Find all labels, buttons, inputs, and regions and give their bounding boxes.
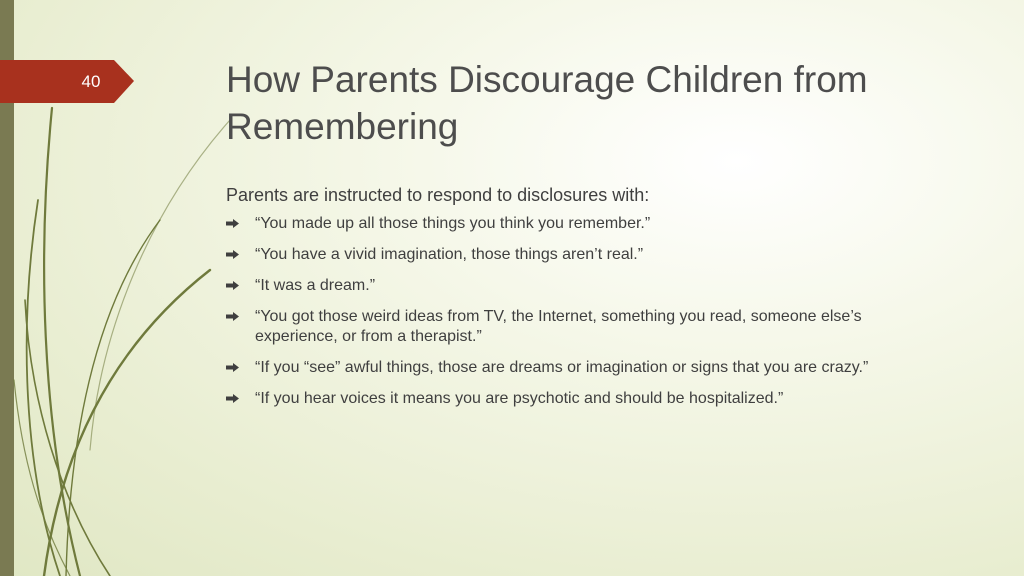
arrow-right-icon	[226, 363, 239, 372]
bullet-text: “If you hear voices it means you are psychotic and should be hospitalized.”	[255, 390, 784, 407]
arrow-right-icon	[226, 250, 239, 259]
bullet-text: “You made up all those things you think you remember.”	[255, 215, 651, 232]
bullet-item	[226, 214, 926, 234]
intro-text: Parents are instructed to respond to disclosures with:	[226, 185, 650, 205]
slide-title: How Parents Discourage Children from Remembering	[226, 59, 868, 147]
bullet-text: “You got those weird ideas from TV, the Internet, something you read, someone else’s experience, or from a therapist.”	[255, 308, 862, 345]
arrow-right-icon	[226, 394, 239, 403]
bullet-list	[226, 214, 926, 409]
bullet-item	[226, 307, 926, 347]
slide-number: 40	[81, 72, 101, 91]
arrow-right-icon	[226, 219, 239, 228]
bullet-item	[226, 389, 926, 409]
slide-content	[226, 183, 926, 420]
bullet-item	[226, 276, 926, 296]
bullet-text: “You have a vivid imagination, those things aren’t real.”	[255, 246, 644, 263]
arrow-right-icon	[226, 281, 239, 290]
bullet-text: “If you “see” awful things, those are dreams or imagination or signs that you are crazy.”	[255, 359, 869, 376]
bullet-text: “It was a dream.”	[255, 277, 376, 294]
bullet-item	[226, 358, 926, 378]
bullet-item	[226, 245, 926, 265]
arrow-right-icon	[226, 312, 239, 321]
